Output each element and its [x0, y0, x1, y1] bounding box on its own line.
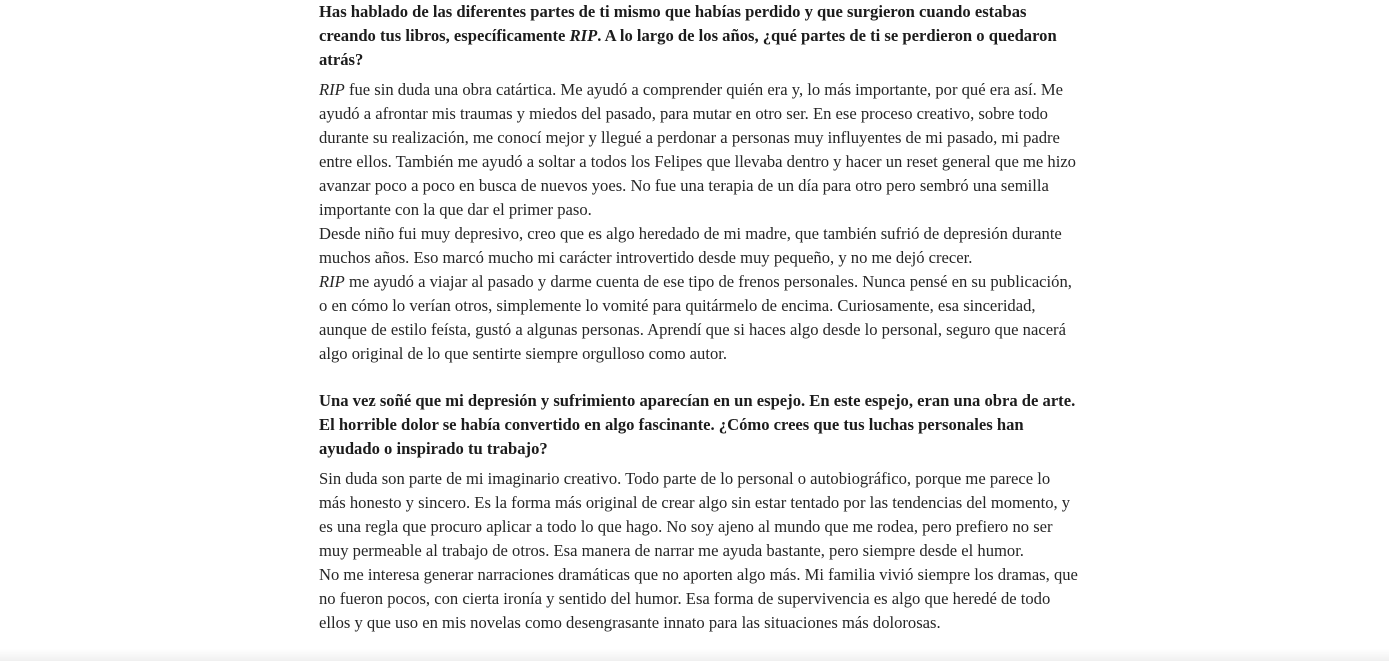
book-title-italic: RIP	[319, 80, 345, 99]
interview-question-2: Una vez soñé que mi depresión y sufrimiento aparecían en un espejo. En este espejo, eran una obra de arte. El horrible dolor se había convertido en algo fascinante. ¿Cómo crees que tus luchas personales han ayudado o inspirado tu trabajo?	[319, 391, 1076, 458]
answer-1-paragraph-1	[319, 78, 1079, 222]
section-spacer	[319, 366, 1079, 389]
answer-2-paragraph-1: Sin duda son parte de mi imaginario creativo. Todo parte de lo personal o autobiográfico, porque me parece lo más honesto y sincero. Es la forma más original de crear algo sin estar tentado por las tendencias del momento, y es una regla que procuro aplicar a todo lo que hago. No soy ajeno al mundo que me rodea, pero prefiero no ser muy permeable al trabajo de otros. Esa manera de narrar me ayuda bastante, pero siempre desde el humor.	[319, 469, 1071, 560]
answer-text: me ayudó a viajar al pasado y darme cuenta de ese tipo de frenos personales. Nunca pensé en su publicación, o en cómo lo verían otros, simplemente lo vomité para quitármelo de encima. Curiosamente, esa sinceridad, aunque de estilo feísta, gustó a algunas personas. Aprendí que si haces algo desde lo personal, seguro que nacerá algo original de lo que sentirte siempre orgulloso como autor.	[319, 272, 1072, 363]
answer-1-paragraph-3	[319, 270, 1079, 366]
answer-2-paragraph-2: No me interesa generar narraciones dramáticas que no aporten algo más. Mi familia vivió siempre los dramas, que no fueron pocos, con cierta ironía y sentido del humor. Esa forma de supervivencia es algo que heredé de todo ellos y que uso en mis novelas como desengrasante innato para las situaciones más dolorosas.	[319, 565, 1078, 632]
interview-question-1	[319, 0, 1079, 72]
answer-text: fue sin duda una obra catártica. Me ayudó a comprender quién era y, lo más importante, por qué era así. Me ayudó a afrontar mis traumas y miedos del pasado, para mutar en otro ser. En ese proceso creativo, sobre todo durante su realización, me conocí mejor y llegué a perdonar a personas muy influyentes de mi pasado, mi padre entre ellos. También me ayudó a soltar a todos los Felipes que llevaba dentro y hacer un reset general que me hizo avanzar poco a poco en busca de nuevos yoes. No fue una terapia de un día para otro pero sembró una semilla importante con la que dar el primer paso.	[319, 80, 1076, 219]
book-title-italic: RIP	[569, 26, 598, 45]
question-text: . A lo largo de los años, ¿qué partes de ti se perdieron o quedaron atrás?	[319, 26, 1057, 69]
article-body	[319, 0, 1079, 635]
answer-1-paragraph-2: Desde niño fui muy depresivo, creo que es algo heredado de mi madre, que también sufrió de depresión durante muchos años. Eso marcó mucho mi carácter introvertido desde muy pequeño, y no me dejó crecer.	[319, 224, 1062, 267]
bottom-shadow	[0, 649, 1389, 661]
book-title-italic: RIP	[319, 272, 345, 291]
question-text: Has hablado de las diferentes partes de ti mismo que habías perdido y que surgieron cuando estabas creando tus libros, específicamente	[319, 2, 1027, 45]
